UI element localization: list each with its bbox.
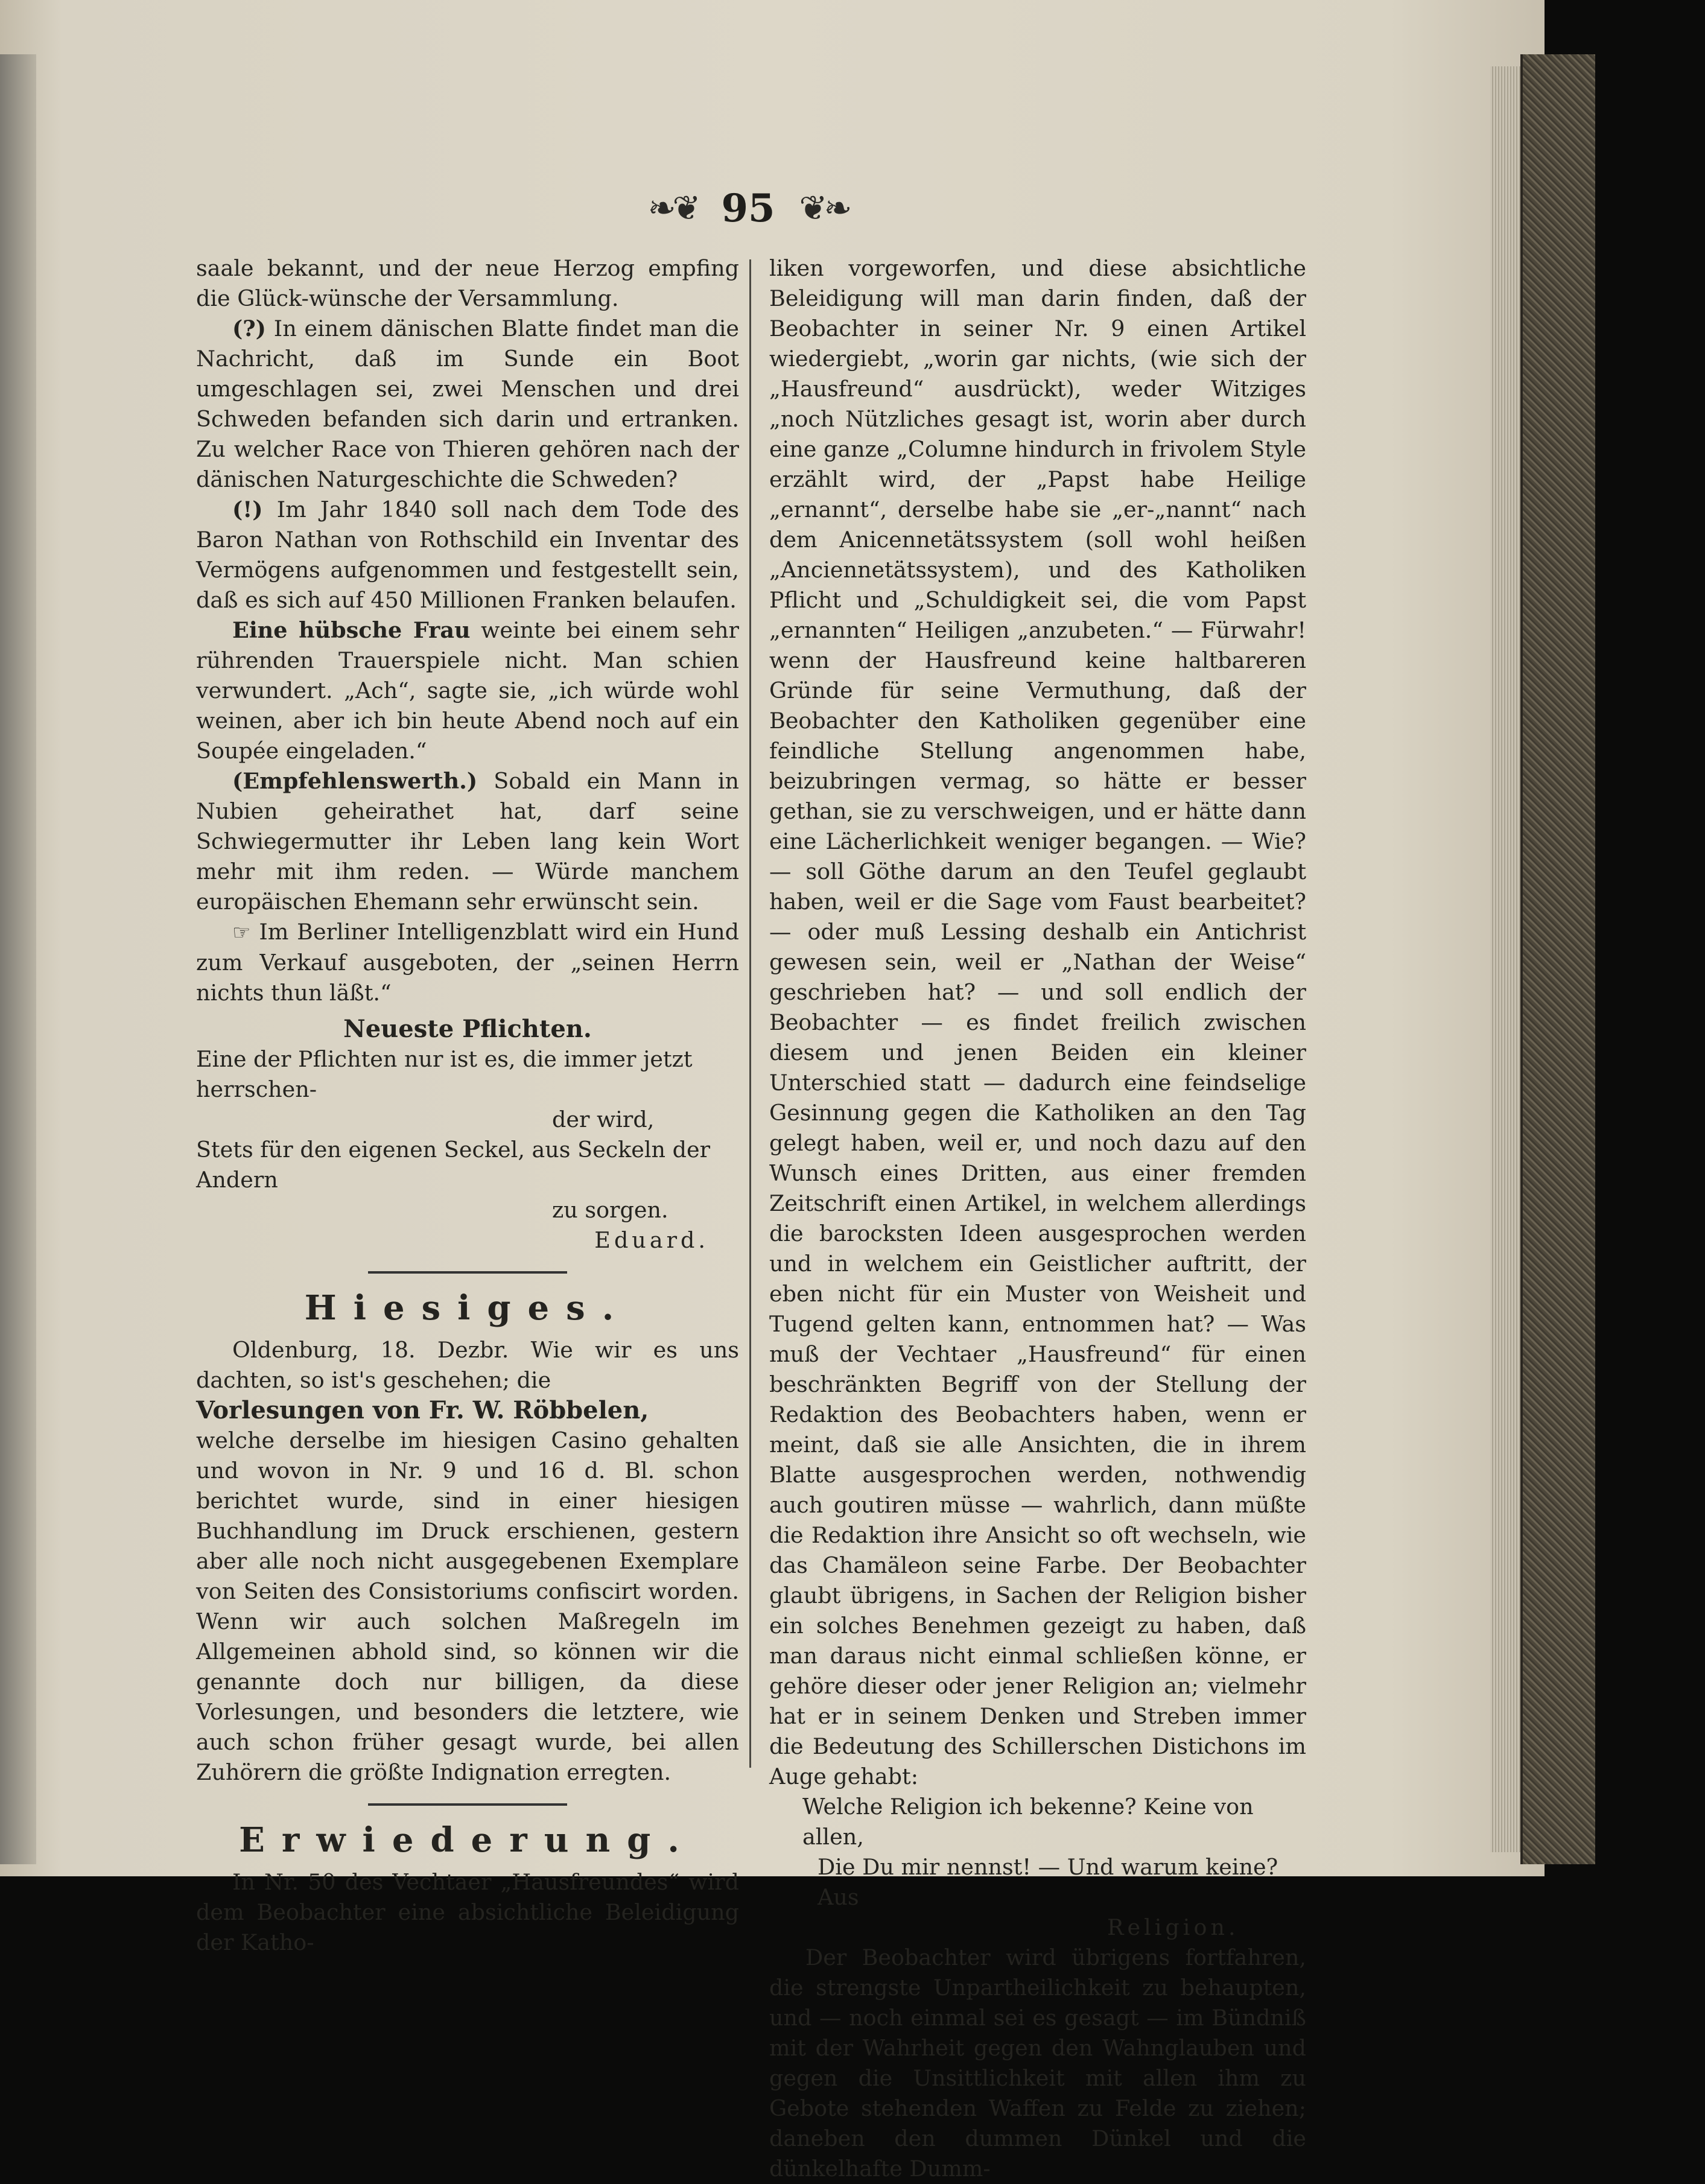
verse-line: Religion.	[1107, 1914, 1239, 1940]
right-ornament-icon: ❦❧	[799, 188, 849, 228]
column-separator	[749, 259, 751, 1768]
left-column	[196, 253, 739, 1958]
book-cover-edge	[1520, 54, 1595, 1864]
paragraph: Oldenburg, 18. Dezbr. Wie wir es uns dachten, so ist's geschehen; die	[196, 1337, 739, 1393]
paragraph: (Empfehlenswerth.) Sobald ein Mann in Nubien geheirathet hat, darf seine Schwiegermutter ihr Leben lang kein Wort mehr mit ihm reden. — Würde manchem europäischen Ehemann sehr erwünscht sein.	[196, 768, 739, 915]
paragraph-lead: (Empfehlenswerth.)	[232, 768, 478, 794]
section-divider	[368, 1271, 567, 1274]
poem-line: der wird,	[552, 1106, 655, 1132]
poem-line: Stets für den eigenen Seckel, aus Seckeln der Andern	[196, 1137, 711, 1193]
verse-line: Die Du mir nennst! — Und warum keine? Aus	[818, 1854, 1278, 1910]
paragraph: (?) In einem dänischen Blatte findet man die Nachricht, daß im Sunde ein Boot umgeschlagen sei, zwei Menschen und drei Schweden befanden sich darin und ertranken. Zu welcher Race von Thieren gehören nach der dänischen Naturgeschichte die Schweden?	[196, 316, 740, 492]
paragraph: In Nr. 50 des Vechtaer „Hausfreundes“ wird dem Beobachter eine absichtliche Beleidigung der Katho-	[196, 1869, 739, 1955]
paragraph: Der Beobachter wird übrigens fortfahren, die strengste Unpartheilichkeit zu behaupten, und — noch einmal sei es gesagt — im Bündniß mit der Wahrheit gegen den Wahnglauben und gegen die Unsittlichkeit mit allen ihm zu Gebote stehenden Waffen zu Felde zu ziehen; daneben den dummen Dünkel und die dünkelhafte Dumm-	[769, 1944, 1306, 2182]
paragraph-mark: (!)	[232, 497, 263, 522]
page-header	[603, 184, 893, 232]
paragraph: ☞ Im Berliner Intelligenzblatt wird ein Hund zum Verkauf ausgeboten, der „seinen Herrn nichts thun läßt.“	[196, 919, 739, 1006]
paragraph: Eine hübsche Frau weinte bei einem sehr rührenden Trauerspiele nicht. Man schien verwundert. „Ach“, sagte sie, „ich würde wohl weinen, aber ich bin heute Abend noch auf ein Soupée eingeladen.“	[196, 617, 739, 764]
lecture-title: Vorlesungen von Fr. W. Röbbelen,	[196, 1396, 649, 1424]
paragraph: saale bekannt, und der neue Herzog empfing die Glück-wünsche der Versammlung.	[196, 255, 739, 311]
poem-line: Eine der Pflichten nur ist es, die immer jetzt herrschen-	[196, 1046, 693, 1102]
paragraph: liken vorgeworfen, und diese absichtliche Beleidigung will man darin finden, daß der Beobachter in seiner Nr. 9 einen Artikel wiedergiebt, „worin gar nichts, (wie sich der „Hausfreund“ ausdrückt), weder Witziges „noch Nützliches gesagt ist, worin aber durch eine ganze „Columne hindurch in frivolem Style erzählt wird, der „Papst habe Heilige „ernannt“, derselbe habe sie „er-„nannt“ nach dem Anicennetätssystem (soll wohl heißen „Anciennetätssystem), und des Katholiken Pflicht und „Schuldigkeit sei, die vom Papst „ernannten“ Heiligen „anzubeten.“ — Fürwahr! wenn der Hausfreund keine haltbareren Gründe für seine Vermuthung, daß der Beobachter den Katholiken gegenüber eine feindliche Stellung angenommen habe, beizubringen vermag, so hätte er besser gethan, sie zu verschweigen, und er hätte dann eine Lächerlichkeit weniger begangen. — Wie? — soll Göthe darum an den Teufel geglaubt haben, weil er die Sage vom Faust bearbeitet? — oder muß Lessing deshalb ein Antichrist gewesen sein, weil er „Nathan der Weise“ geschrieben hat? — und soll endlich der Beobachter — es findet freilich zwischen diesem und jenen Beiden ein kleiner Unterschied statt — dadurch eine feindselige Gesinnung gegen die Katholiken an den Tag gelegt haben, weil er, und noch dazu auf den Wunsch eines Dritten, aus einer fremden Zeitschrift einen Artikel, in welchem allerdings die barocksten Ideen ausgesprochen werden und in welchem ein Geistlicher auftritt, der eben nicht für ein Muster von Weisheit und Tugend gelten kann, entnommen hat? — Was muß der Vechtaer „Hausfreund“ für einen beschränkten Begriff von der Stellung der Redaktion des Beobachters haben, wenn er meint, daß sie alle Ansichten, die in ihrem Blatte ausgesprochen werden, nothwendig auch goutiren müsse — wahrlich, dann müßte die Redaktion ihre Ansicht so oft wechseln, wie das Chamäleon seine Farbe. Der Beobachter glaubt übrigens, in Sachen der Religion bisher ein solches Benehmen gezeigt zu haben, daß man daraus nicht einmal schließen könne, er gehöre dieser oder jener Religion an; vielmehr hat er in seinem Denken und Streben immer die Bedeutung des Schillerschen Distichons im Auge gehabt:	[769, 255, 1306, 1789]
paragraph: welche derselbe im hiesigen Casino gehalten und wovon in Nr. 9 und 16 d. Bl. schon berichtet wurde, sind in einer hiesigen Buchhandlung im Druck erschienen, gestern aber alle noch nicht ausgegebenen Exemplare von Seiten des Consistoriums confiscirt worden. Wenn wir auch solchen Maßregeln im Allgemeinen abhold sind, so können wir die genannte doch nur billigen, da diese Vorlesungen, und besonders die letztere, wie auch schon früher gesagt wurde, bei allen Zuhörern die größte Indignation erregten.	[196, 1427, 739, 1785]
left-page-gutter	[0, 54, 36, 1864]
pointing-hand-icon: ☞	[232, 921, 251, 945]
right-column	[769, 253, 1306, 2184]
poem-signature: Eduard.	[594, 1227, 709, 1253]
distich	[769, 1792, 1306, 1943]
poem-title: Neueste Pflichten.	[343, 1015, 592, 1043]
section-heading: Hiesiges.	[304, 1288, 631, 1328]
poem	[196, 1044, 739, 1255]
paragraph: (!) Im Jahr 1840 soll nach dem Tode des Baron Nathan von Rothschild ein Inventar des Vermögens aufgenommen und festgestellt sein, daß es sich auf 450 Millionen Franken belaufen.	[196, 497, 739, 613]
poem-line: zu sorgen.	[552, 1197, 668, 1223]
left-ornament-icon: ❧❦	[647, 188, 697, 228]
paragraph-mark: (?)	[232, 316, 266, 341]
page-number: 95	[721, 185, 775, 231]
verse-line: Welche Religion ich bekenne? Keine von allen,	[802, 1794, 1254, 1850]
section-heading: Erwiederung.	[239, 1820, 696, 1860]
section-divider	[368, 1803, 567, 1806]
paragraph-lead: Eine hübsche Frau	[232, 617, 471, 643]
